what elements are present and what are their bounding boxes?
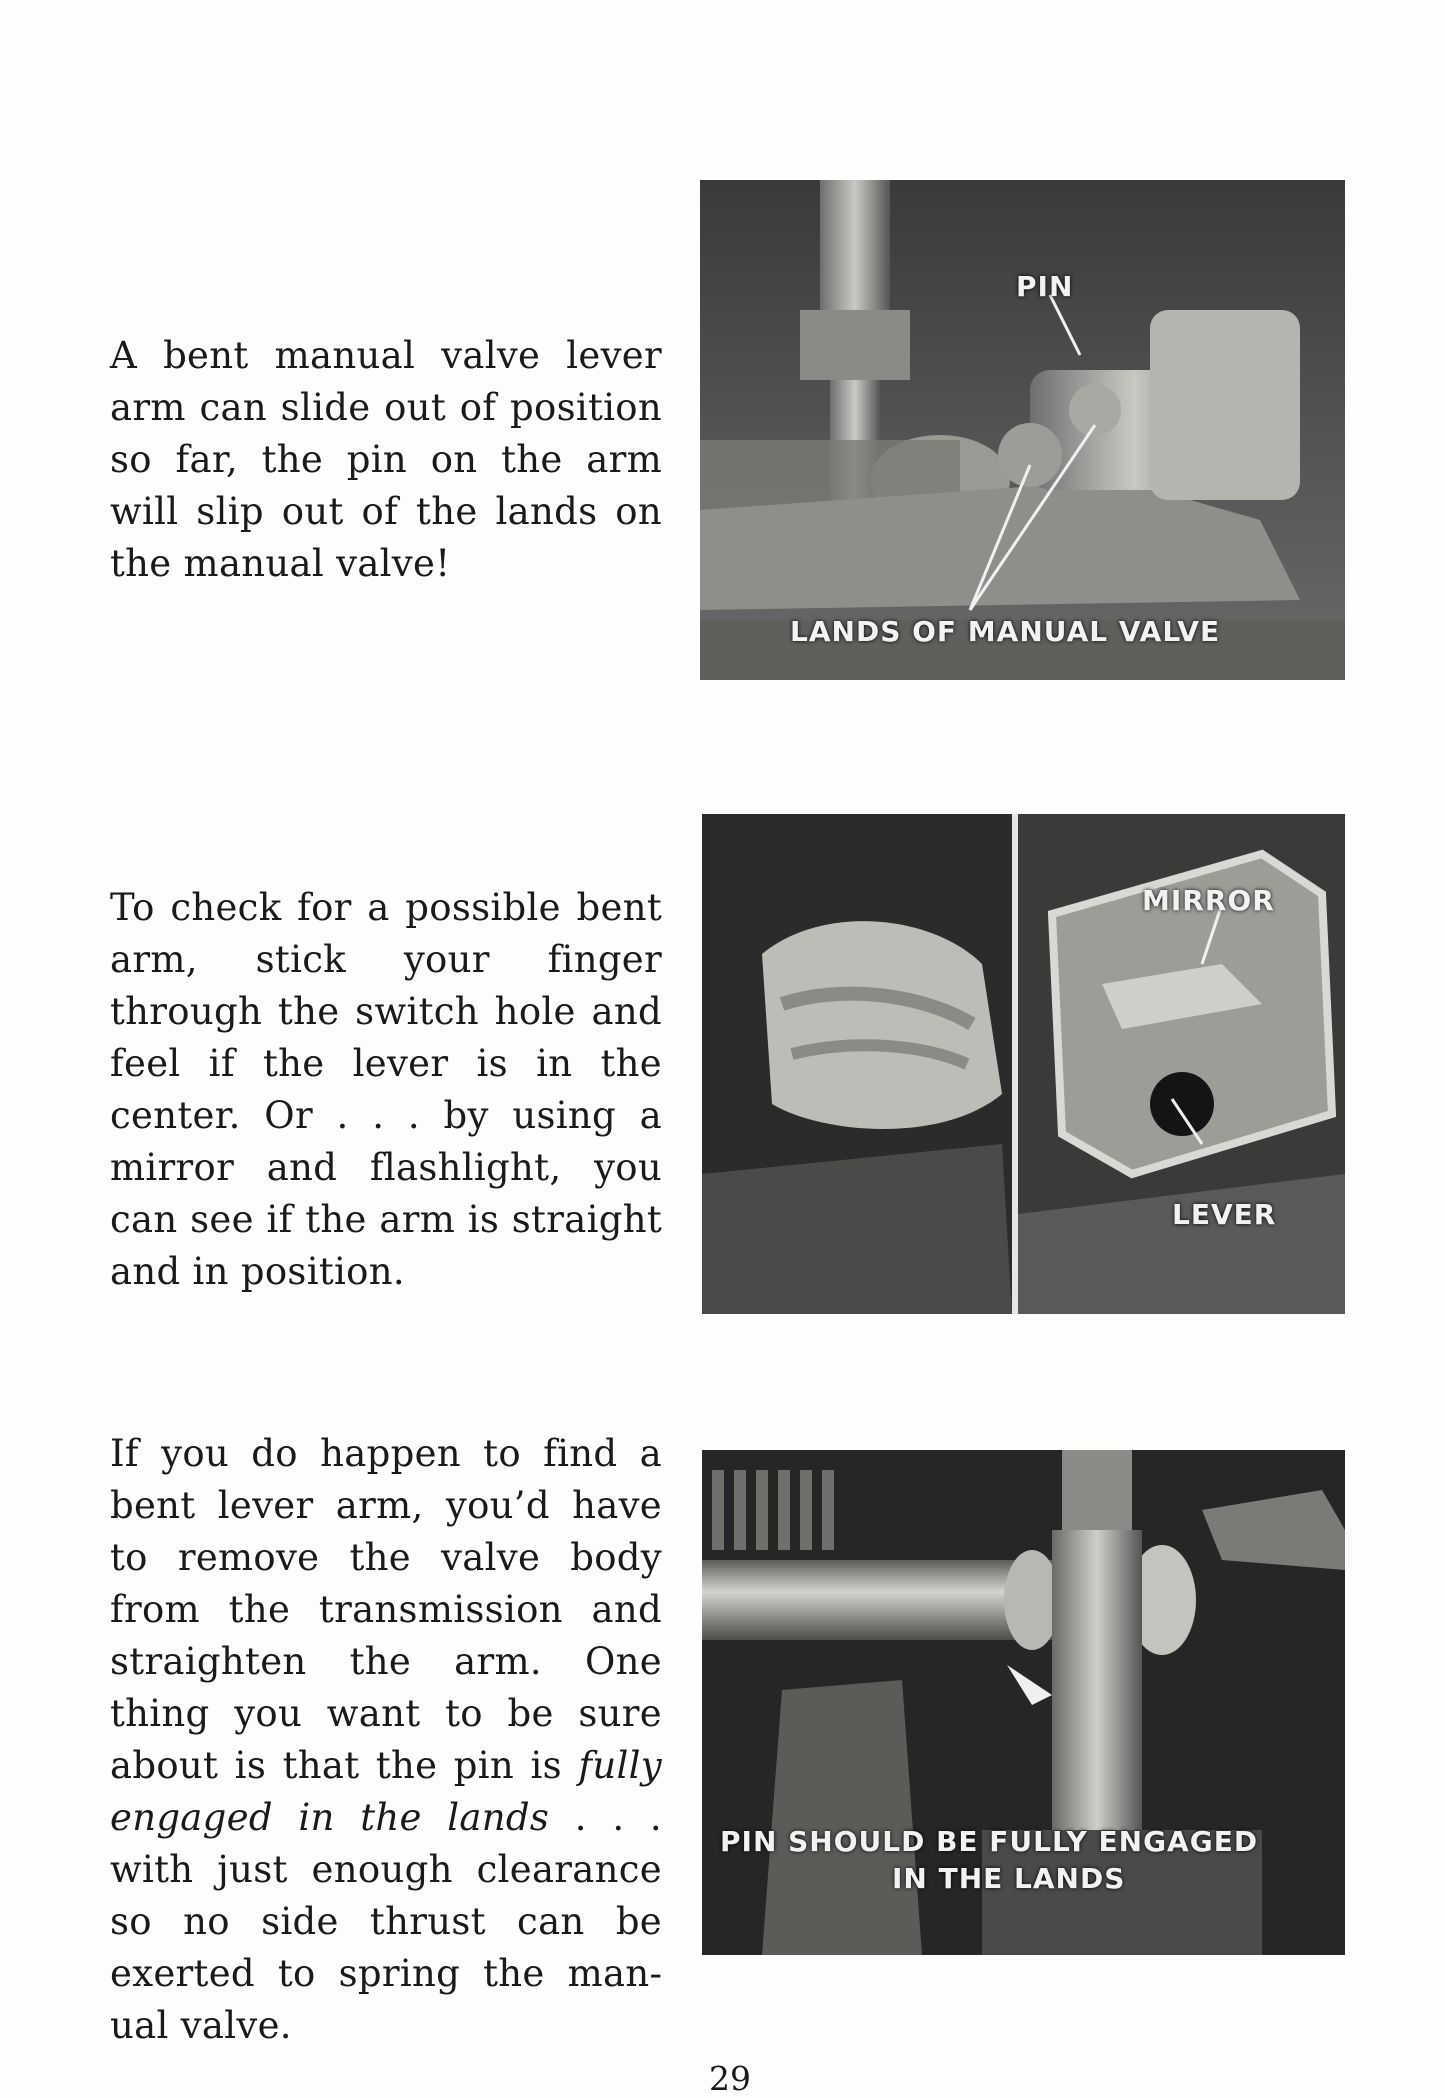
photo-pin-engaged bbox=[702, 1450, 1345, 1955]
paragraph-bent-lever bbox=[110, 330, 662, 590]
paragraph-text: A bent manual valve lever arm can slide out of position so far, the pin on the arm will slip out of the lands on the manual valve! bbox=[110, 334, 662, 585]
caption-lever: LEVER bbox=[1172, 1198, 1277, 1231]
paragraph-text: To check for a possible bent arm, stick your finger through the switch hole and feel if the lever is in the center. Or . . . by using a mirror and flashlight, you can see if the arm is straight and in position. bbox=[110, 886, 662, 1293]
emphasis-text: fully engaged in the lands bbox=[110, 1744, 662, 1839]
photo-image bbox=[700, 180, 1345, 680]
caption-pin-should-be-fully-engaged: PIN SHOULD BE FULLY ENGAGED bbox=[720, 1825, 1259, 1858]
photo-pin-and-lands bbox=[700, 180, 1345, 680]
page-number: 29 bbox=[709, 2059, 751, 2098]
text-after-emphasis: . . . with just enough clearance so no side thrust can be exerted to spring the manual valve. bbox=[110, 1796, 662, 2047]
caption-pin: PIN bbox=[1016, 270, 1074, 303]
caption-lands-of-manual-valve: LANDS OF MANUAL VALVE bbox=[790, 615, 1221, 648]
paragraph-check-bent-arm bbox=[110, 882, 662, 1298]
caption-mirror: MIRROR bbox=[1142, 884, 1275, 917]
caption-in-the-lands: IN THE LANDS bbox=[892, 1862, 1126, 1895]
paragraph-straighten-arm bbox=[110, 1428, 662, 2052]
photo-finger-and-mirror bbox=[702, 814, 1345, 1314]
text-before-emphasis: If you do happen to find a bent lever arm, you’d have to remove the valve body from the transmission and straighten the arm. One thing you want to be sure about is that the pin is bbox=[110, 1432, 662, 1787]
paragraph-text bbox=[110, 1428, 662, 2052]
